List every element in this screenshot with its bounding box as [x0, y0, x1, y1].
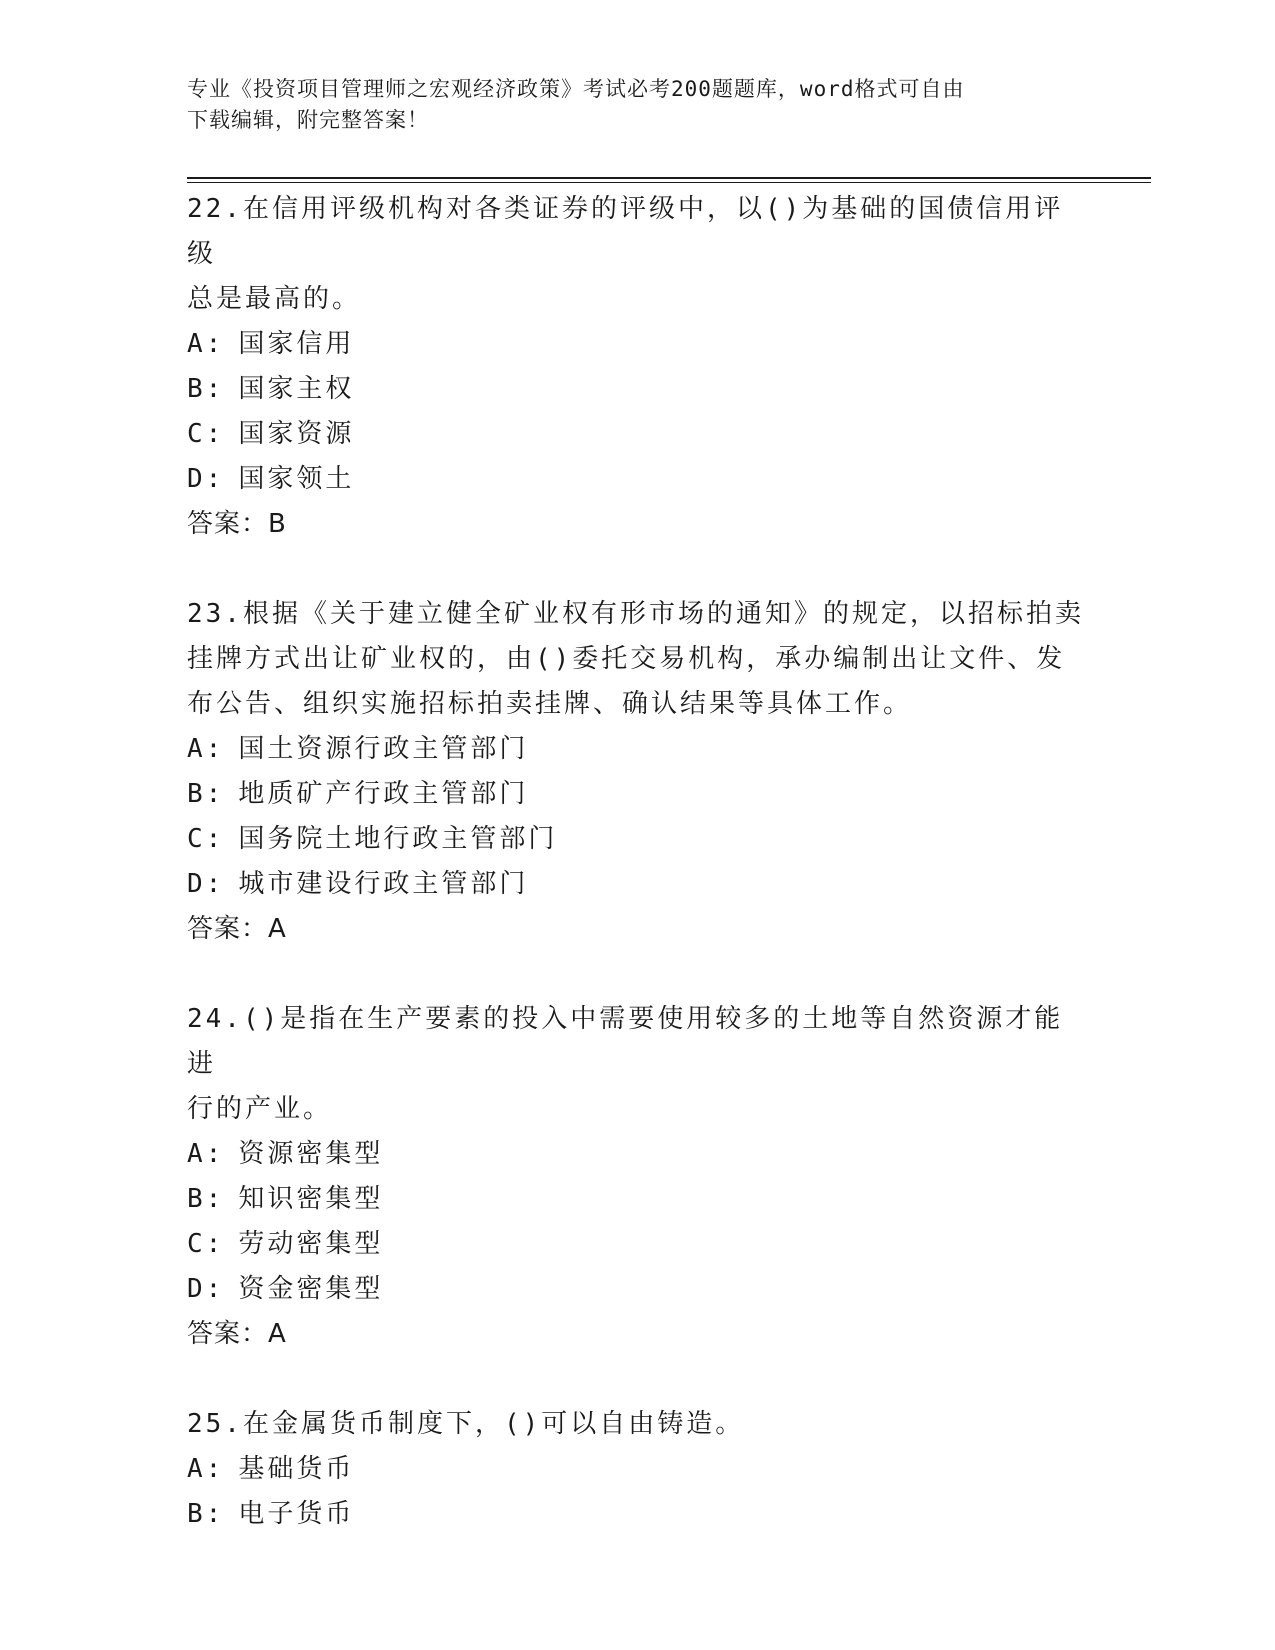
- question-25: [187, 1402, 1087, 1537]
- option-text: 国土资源行政主管部门: [238, 734, 529, 764]
- option-a: [187, 322, 1087, 367]
- option-letter: A:: [187, 1454, 225, 1484]
- option-letter: A:: [187, 734, 225, 764]
- option-c: [187, 412, 1087, 457]
- option-letter: A:: [187, 329, 225, 359]
- question-stem-line: 24.()是指在生产要素的投入中需要使用较多的土地等自然资源才能进: [187, 1004, 1064, 1079]
- option-b: [187, 367, 1087, 412]
- question-spacer: [187, 952, 1087, 997]
- option-text: 资金密集型: [238, 1274, 384, 1304]
- option-a: [187, 1132, 1087, 1177]
- option-text: 地质矿产行政主管部门: [238, 779, 529, 809]
- option-letter: A:: [187, 1139, 225, 1169]
- option-c: [187, 817, 1087, 862]
- option-text: 国家领土: [238, 464, 355, 494]
- option-letter: B:: [187, 1184, 225, 1214]
- option-text: 基础货币: [238, 1454, 355, 1484]
- question-spacer: [187, 1357, 1087, 1402]
- option-letter: D:: [187, 464, 225, 494]
- question-24: [187, 997, 1087, 1357]
- option-letter: C:: [187, 1229, 225, 1259]
- option-text: 劳动密集型: [238, 1229, 384, 1259]
- option-text: 国家信用: [238, 329, 355, 359]
- question-stem-line: 23.根据《关于建立健全矿业权有形市场的通知》的规定，以招标拍卖: [187, 599, 1084, 629]
- question-23: [187, 592, 1087, 952]
- option-text: 资源密集型: [238, 1139, 384, 1169]
- question-stem-line: 行的产业。: [187, 1094, 333, 1124]
- header-title-line-2: 下载编辑，附完整答案！: [187, 108, 429, 132]
- question-stem-line: 布公告、组织实施招标拍卖挂牌、确认结果等具体工作。: [187, 689, 913, 719]
- option-c: [187, 1222, 1087, 1267]
- document-header: [187, 74, 1067, 136]
- answer-line: 答案：B: [187, 509, 287, 539]
- header-divider-thin: [187, 182, 1151, 183]
- option-letter: D:: [187, 869, 225, 899]
- option-a: [187, 727, 1087, 772]
- option-b: [187, 1492, 1087, 1537]
- option-text: 国家资源: [238, 419, 355, 449]
- option-b: [187, 1177, 1087, 1222]
- answer-line: 答案：A: [187, 914, 287, 944]
- option-letter: C:: [187, 824, 225, 854]
- option-letter: C:: [187, 419, 225, 449]
- option-text: 国家主权: [238, 374, 355, 404]
- option-d: [187, 1267, 1087, 1312]
- option-letter: B:: [187, 779, 225, 809]
- option-text: 知识密集型: [238, 1184, 384, 1214]
- question-spacer: [187, 547, 1087, 592]
- question-stem-line: 22.在信用评级机构对各类证券的评级中，以()为基础的国债信用评级: [187, 194, 1064, 269]
- option-d: [187, 457, 1087, 502]
- header-title-line-1: 专业《投资项目管理师之宏观经济政策》考试必考200题题库，word格式可自由: [187, 77, 965, 101]
- option-text: 电子货币: [238, 1499, 355, 1529]
- question-stem-line: 挂牌方式出让矿业权的，由()委托交易机构，承办编制出让文件、发: [187, 644, 1066, 674]
- header-divider-thick: [187, 177, 1151, 179]
- option-letter: D:: [187, 1274, 225, 1304]
- question-list: [187, 187, 1087, 1537]
- question-stem-line: 总是最高的。: [187, 284, 362, 314]
- option-letter: B:: [187, 374, 225, 404]
- question-stem-line: 25.在金属货币制度下，()可以自由铸造。: [187, 1409, 745, 1439]
- option-a: [187, 1447, 1087, 1492]
- option-letter: B:: [187, 1499, 225, 1529]
- option-b: [187, 772, 1087, 817]
- option-text: 国务院土地行政主管部门: [238, 824, 558, 854]
- question-22: [187, 187, 1087, 547]
- answer-line: 答案：A: [187, 1319, 287, 1349]
- option-text: 城市建设行政主管部门: [238, 869, 529, 899]
- option-d: [187, 862, 1087, 907]
